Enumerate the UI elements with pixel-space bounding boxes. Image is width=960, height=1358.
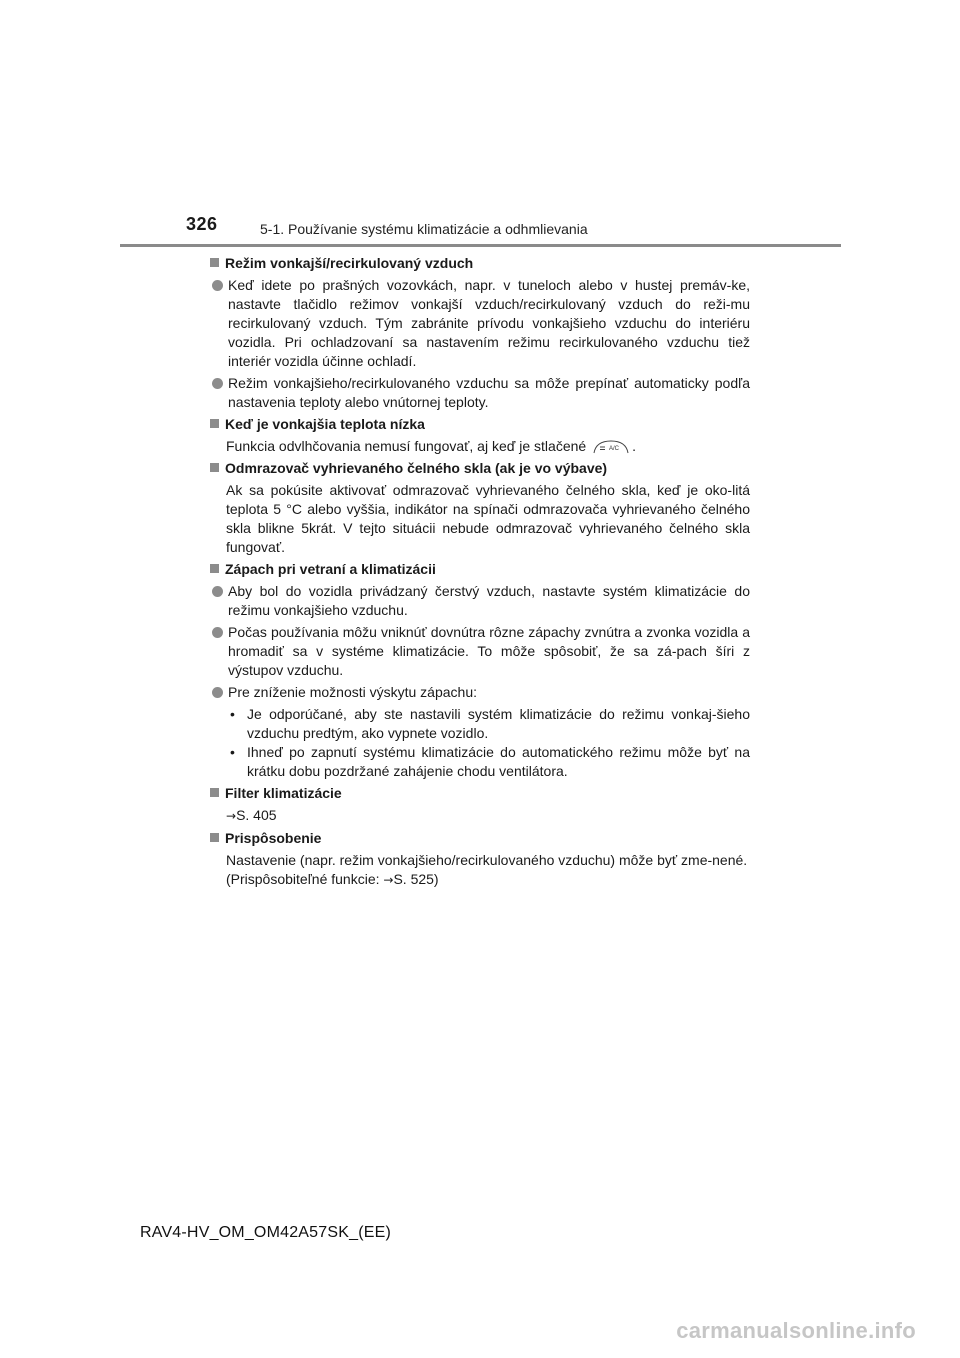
square-bullet-icon [210, 788, 219, 797]
dot-icon: • [230, 706, 235, 722]
sub-list-item-text: Ihneď po zapnutí systému klimatizácie do automatického režimu môže byť na krátku dobu pozdržané zahájenie chodu ventilátora. [247, 744, 750, 779]
section-title: Odmrazovač vyhrievaného čelného skla (ak je vo výbave) [225, 460, 608, 476]
chapter-title: 5-1. Používanie systému klimatizácie a odhmlievania [260, 221, 588, 237]
list-item [210, 582, 750, 620]
section-customization [210, 829, 750, 890]
paragraph: Nastavenie (napr. režim vonkajšieho/recirkulovaného vzduchu) môže byť zme-nené. [226, 852, 748, 868]
list-item [210, 623, 750, 680]
paragraph-text: Funkcia odvlhčovania nemusí fungovať, aj keď je stlačené [226, 438, 587, 454]
paragraph [226, 437, 750, 456]
reference-text: S. 405 [236, 807, 277, 823]
circle-bullet-icon [212, 586, 223, 597]
ac-icon-label: A/C [609, 446, 620, 452]
section-odor [210, 560, 750, 781]
circle-bullet-icon [212, 280, 223, 291]
paragraph-text-end: . [632, 438, 636, 454]
square-bullet-icon [210, 463, 219, 472]
square-bullet-icon [210, 833, 219, 842]
watermark: carmanualsonline.info [676, 1318, 916, 1343]
section-heading [210, 459, 750, 478]
sub-list-item [226, 743, 750, 781]
section-ac-filter [210, 784, 750, 826]
page-reference[interactable] [226, 870, 750, 890]
section-outside-recirc-air [210, 254, 750, 412]
section-title: Prispôsobenie [225, 830, 322, 846]
document-code: RAV4-HV_OM_OM42A57SK_(EE) [140, 1224, 392, 1241]
reference-prefix: (Prispôsobiteľné funkcie: [226, 871, 380, 887]
arrow-right-icon: → [383, 873, 394, 887]
circle-bullet-icon [212, 627, 223, 638]
list-item-text: Aby bol do vozidla privádzaný čerstvý vzduch, nastavte systém klimatizácie do režimu vonkajšieho vzduchu. [228, 583, 750, 618]
square-bullet-icon [210, 564, 219, 573]
section-heading [210, 560, 750, 579]
list-item-text: Počas používania môžu vniknúť dovnútra rôzne zápachy zvnútra a zvonka vozidla a hromadiť sa v systéme klimatizácie. To môže spôsobiť, že sa zá-pach šíri z výstupov vzduchu. [228, 624, 750, 678]
circle-bullet-icon [212, 687, 223, 698]
square-bullet-icon [210, 419, 219, 428]
list-item-text: Pre zníženie možnosti výskytu zápachu: [228, 684, 478, 700]
page-number: 326 [186, 214, 218, 234]
list-item-text: Keď idete po prašných vozovkách, napr. v tuneloch alebo v hustej premáv-ke, nastavte tlačidlo režimov vonkajší vzduch/recirkulovaný vzduch do reži-mu recirkulovaný vzduch. Tým zabránite prívodu vonkajšieho vzduchu do interiéru vozidla. Pri ochladzovaní sa nastavením režimu recirkulovaného vzduchu tiež interiér vozidla účinne ochladí. [228, 277, 750, 369]
section-low-outside-temp [210, 415, 750, 456]
page-content [210, 254, 750, 893]
list-item [210, 276, 750, 371]
section-title: Zápach pri vetraní a klimatizácii [225, 561, 436, 577]
section-heading [210, 254, 750, 273]
section-heading [210, 829, 750, 848]
list-item-text: Režim vonkajšieho/recirkulovaného vzduchu sa môže prepínať automaticky podľa nastavenia teploty alebo vnútornej teploty. [228, 375, 750, 410]
list-item [210, 683, 750, 702]
square-bullet-icon [210, 258, 219, 267]
section-heated-windshield [210, 459, 750, 557]
section-heading [210, 415, 750, 434]
section-heading [210, 784, 750, 803]
list-item [210, 374, 750, 412]
dot-icon: • [230, 744, 235, 760]
reference-text: S. 525) [393, 871, 439, 887]
section-title: Režim vonkajší/recirkulovaný vzduch [225, 255, 474, 271]
arrow-right-icon: → [226, 809, 237, 823]
sub-list-item-text: Je odporúčané, aby ste nastavili systém klimatizácie do režimu vonkaj-šieho vzduchu predtým, ako vypnete vozidlo. [247, 706, 750, 741]
sub-list-item [226, 705, 750, 743]
section-title: Keď je vonkajšia teplota nízka [225, 416, 425, 432]
circle-bullet-icon [212, 378, 223, 389]
page-reference[interactable] [226, 806, 750, 826]
header-rule [120, 244, 841, 247]
section-title: Filter klimatizácie [225, 785, 342, 801]
ac-button-icon [592, 439, 630, 455]
paragraph: Ak sa pokúsite aktivovať odmrazovač vyhrievaného čelného skla, keď je oko-litá teplota 5 °C alebo vyššia, indikátor na spínači odmrazovača vyhrievaného čelného skla blikne 5krát. V tejto situácii nebude odmrazovač vyhrievaného čelného skla fungovať. [226, 482, 750, 555]
